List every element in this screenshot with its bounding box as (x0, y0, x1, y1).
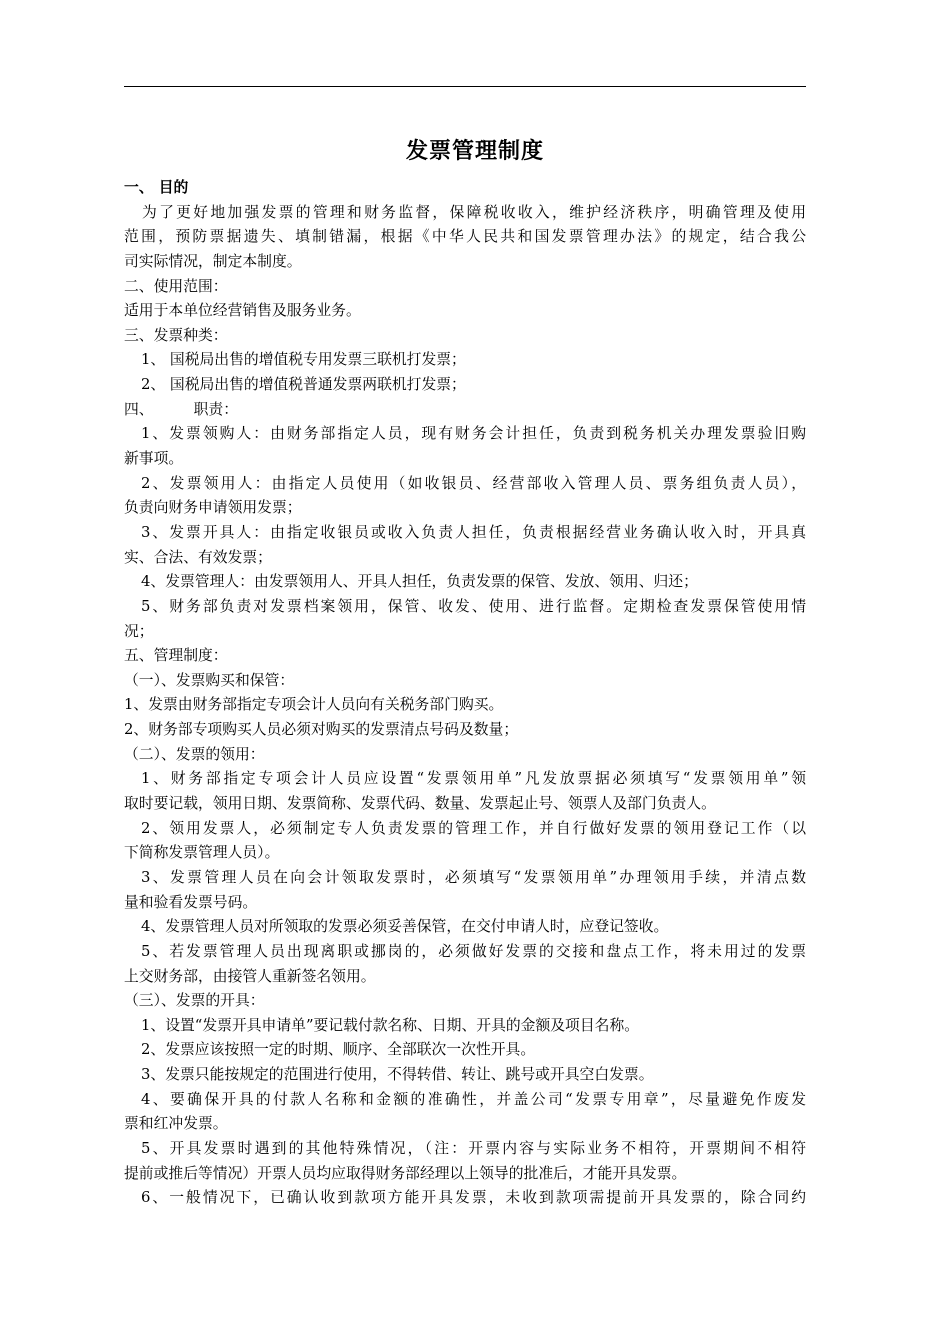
list-item-continuation: 票和红冲发票。 (124, 1115, 228, 1133)
list-item: 6、一般情况下，已确认收到款项方能开具发票，未收到款项需提前开具发票的，除合同约 (141, 1189, 806, 1207)
list-item-continuation: 取时要记载，领用日期、发票简称、发票代码、数量、发票起止号、领票人及部门负责人。 (124, 795, 716, 813)
list-item-continuation: 况； (124, 622, 154, 640)
section-heading (124, 398, 806, 423)
paragraph-line: 为了更好地加强发票的管理和财务监督，保障税收收入，维护经济秩序，明确管理及使用 (142, 203, 806, 221)
section-heading: 三、发票种类： (124, 326, 228, 344)
list-item: 5、开具发票时遇到的其他特殊情况，（注：开票内容与实际业务不相符，开票期间不相符 (141, 1139, 806, 1157)
document-body (124, 176, 806, 1211)
section-heading: 五、管理制度： (124, 647, 228, 665)
paragraph-line: 适用于本单位经营销售及服务业务。 (124, 302, 361, 320)
list-item: 2、领用发票人，必须制定专人负责发票的管理工作，并自行做好发票的领用登记工作（以 (141, 819, 806, 837)
header-rule (124, 86, 806, 87)
list-item-continuation: 下简称发票管理人员）。 (124, 844, 280, 862)
section-heading: 一、 目的 (124, 179, 189, 196)
list-item: 1、 国税局出售的增值税专用发票三联机打发票； (141, 351, 466, 369)
list-item: 1、发票领购人：由财务部指定人员，现有财务会计担任，负责到税务机关办理发票验旧购 (141, 425, 806, 443)
list-item-continuation: 量和验看发票号码。 (124, 893, 258, 911)
list-item: 2、 国税局出售的增值税普通发票两联机打发票； (141, 376, 466, 394)
list-item-continuation: 实、合法、有效发票； (124, 548, 272, 566)
document-title: 发票管理制度 (405, 139, 544, 164)
list-item: 2、财务部专项购买人员必须对购买的发票清点号码及数量； (124, 721, 519, 739)
section-heading: 二、使用范围： (124, 277, 228, 295)
list-item: 1、发票由财务部指定专项会计人员向有关税务部门购买。 (124, 696, 504, 714)
list-item: 4、发票管理人员对所领取的发票必须妥善保管，在交付申请人时，应登记签收。 (141, 918, 669, 936)
list-item: 3、发票管理人员在向会计领取发票时，必须填写“发票领用单”办理领用手续，并清点数 (141, 868, 806, 886)
section-label: 职责： (193, 400, 239, 418)
subsection-heading: （一）、发票购买和保管： (124, 671, 295, 689)
list-item: 2、发票领用人：由指定人员使用（如收银员、经营部收入管理人员、票务组负责人员）， (141, 474, 806, 492)
list-item: 1、财务部指定专项会计人员应设置“发票领用单”凡发放票据必须填写“发票领用单”领 (141, 770, 806, 788)
list-item-continuation: 上交财务部，由接管人重新签名领用。 (124, 967, 376, 985)
list-item: 5、财务部负责对发票档案领用，保管、收发、使用、进行监督。定期检查发票保管使用情 (141, 597, 806, 615)
paragraph-line: 司实际情况，制定本制度。 (124, 252, 302, 270)
list-item-continuation: 提前或推后等情况）开票人员均应取得财务部经理以上领导的批准后，才能开具发票。 (124, 1164, 687, 1182)
list-item: 1、设置“发票开具申请单”要记载付款名称、日期、开具的金额及项目名称。 (141, 1016, 640, 1034)
section-number: 四、 (124, 400, 154, 418)
list-item: 5、若发票管理人员出现离职或挪岗的，必须做好发票的交接和盘点工作，将未用过的发票 (141, 942, 806, 960)
paragraph-line: 范围，预防票据遗失、填制错漏，根据《中华人民共和国发票管理办法》的规定，结合我公 (124, 228, 806, 246)
list-item-continuation: 新事项。 (124, 450, 184, 468)
list-item: 4、发票管理人：由发票领用人、开具人担任，负责发票的保管、发放、领用、归还； (141, 573, 698, 591)
subsection-heading: （二）、发票的领用： (124, 745, 265, 763)
list-item: 3、发票只能按规定的范围进行使用，不得转借、转让、跳号或开具空白发票。 (141, 1066, 654, 1084)
list-item: 3、发票开具人：由指定收银员或收入负责人担任，负责根据经营业务确认收入时，开具真 (141, 523, 806, 541)
list-item: 4、要确保开具的付款人名称和金额的准确性，并盖公司“发票专用章”，尽量避免作废发 (141, 1090, 806, 1108)
list-item-continuation: 负责向财务申请领用发票； (124, 499, 302, 517)
list-item: 2、发票应该按照一定的时期、顺序、全部联次一次性开具。 (141, 1041, 536, 1059)
subsection-heading: （三）、发票的开具： (124, 992, 265, 1010)
